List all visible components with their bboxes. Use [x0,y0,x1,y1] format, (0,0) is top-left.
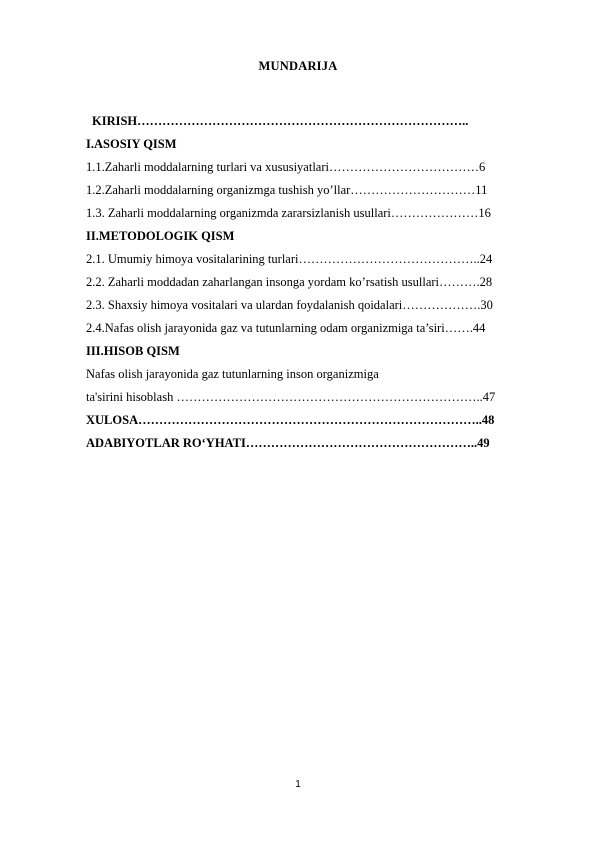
page-title: MUNDARIJA [258,59,338,73]
toc-entry-1-2: 1.2.Zaharli moddalarning organizmga tushish yo’llar…………………………11 [86,183,488,197]
page-number: 1 [295,779,301,790]
toc-entry-hisob-line2: ta'sirini hisoblash ………………………………………………………………..47 [86,390,496,404]
toc-entry-1-1: 1.1.Zaharli moddalarning turlari va xususiyatlari………………………………6 [86,160,486,174]
toc-section-asosiy-qism: I.ASOSIY QISM [86,137,177,151]
toc-entry-xulosa: XULOSA………………………………………………………………………..48 [86,413,495,427]
toc-entry-2-1: 2.1. Umumiy himoya vositalarining turlari……………………………………..24 [86,252,493,266]
toc-entry-kirish: KIRISH…………………………………………………………………….. [92,114,469,128]
toc-entry-2-3: 2.3. Shaxsiy himoya vositalari va ulardan foydalanish qoidalari……………….30 [86,298,493,312]
toc-entry-2-4: 2.4.Nafas olish jarayonida gaz va tutunlarning odam organizmiga ta’siri…….44 [86,321,486,335]
toc-entry-adabiyotlar: ADABIYOTLAR RO‘YHATI………………………………………………..49 [86,436,490,450]
table-of-contents [86,110,546,455]
toc-entry-2-2: 2.2. Zaharli moddadan zaharlangan insonga yordam ko’rsatish usullari……….28 [86,275,493,289]
toc-section-metodologik-qism: II.METODOLOGIK QISM [86,229,235,243]
toc-section-hisob-qism: III.HISOB QISM [86,344,180,358]
toc-entry-1-3: 1.3. Zaharli moddalarning organizmda zararsizlanish usullari…………………16 [86,206,491,220]
toc-entry-hisob-line1: Nafas olish jarayonida gaz tutunlarning inson organizmiga [86,367,379,381]
